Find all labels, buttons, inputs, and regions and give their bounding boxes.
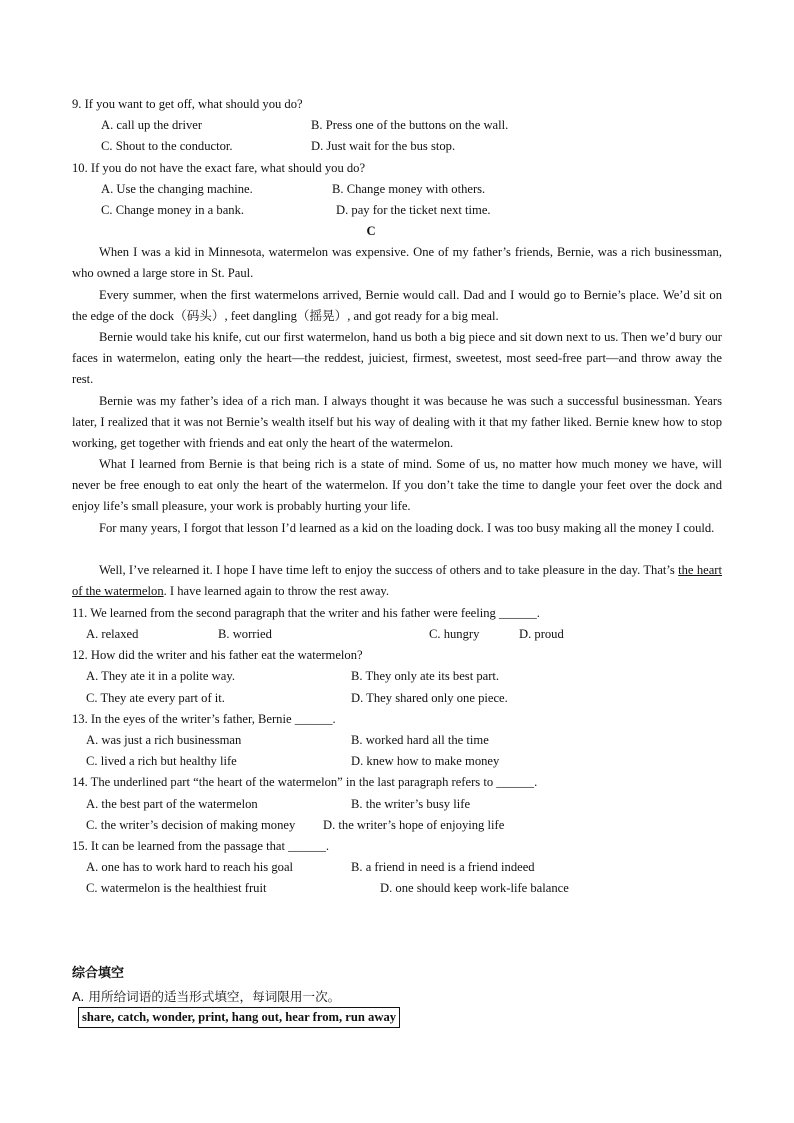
q15-option-b: B. a friend in need is a friend indeed xyxy=(351,860,535,874)
q10-option-c: C. Change money in a bank. xyxy=(101,203,245,217)
question-10-stem: 10. If you do not have the exact fare, what should you do? xyxy=(72,161,366,175)
q15-option-a: A. one has to work hard to reach his goal xyxy=(86,860,294,874)
q14-option-d: D. the writer’s hope of enjoying life xyxy=(323,818,505,832)
passage-paragraph-4: Bernie was my father’s idea of a rich man. I always thought it was because he was such a successful businessman. Years later, I realized that it was not Bernie’s wealth itself but his way of dealing with it that my father liked. Bernie knew how to stop working, get together with friends and eat only the heart of the watermelon. xyxy=(72,394,722,451)
q10-option-b: B. Change money with others. xyxy=(332,182,486,196)
question-15-stem: 15. It can be learned from the passage that ______. xyxy=(72,839,330,853)
q14-option-c: C. the writer’s decision of making money xyxy=(86,818,296,832)
passage-paragraph-7: Well, I’ve relearned it. I hope I have time left to enjoy the success of others and to take pleasure in the day. That’s the heart of the watermelon. I have learned again to throw the rest away. xyxy=(72,563,723,599)
passage-paragraph-5: What I learned from Bernie is that being rich is a state of mind. Some of us, no matter how much money we have, will never be free enough to eat only the heart of the watermelon. If you don’t take the time to dangle your feet over the dock and enjoy life’s small pleasure, your work is probably hurting your life. xyxy=(72,457,722,514)
question-14-stem: 14. The underlined part “the heart of the watermelon” in the last paragraph refers to ______. xyxy=(72,775,538,789)
q13-option-b: B. worked hard all the time xyxy=(351,733,489,747)
q12-option-b: B. They only ate its best part. xyxy=(351,669,500,683)
passage-heading: C xyxy=(366,224,376,238)
passage-paragraph-2: Every summer, when the first watermelons arrived, Bernie would call. Dad and I would go to Bernie’s place. We’d sit on the edge of the dock（码头）, feet dangling（摇晃）, and got ready for a big meal. xyxy=(72,288,722,324)
q9-option-b: B. Press one of the buttons on the wall. xyxy=(311,118,509,132)
q12-option-a: A. They ate it in a polite way. xyxy=(86,669,235,683)
q11-option-a: A. relaxed xyxy=(86,627,139,641)
question-12-stem: 12. How did the writer and his father eat the watermelon? xyxy=(72,648,363,662)
q10-option-d: D. pay for the ticket next time. xyxy=(336,203,491,217)
q13-option-d: D. knew how to make money xyxy=(351,754,500,768)
question-11-stem: 11. We learned from the second paragraph that the writer and his father were feeling ______. xyxy=(72,606,540,620)
q14-option-a: A. the best part of the watermelon xyxy=(86,797,258,811)
passage-paragraph-1: When I was a kid in Minnesota, watermelon was expensive. One of my father’s friends, Bernie, was a rich businessman, who owned a large store in St. Paul. xyxy=(72,245,722,281)
passage-paragraph-3: Bernie would take his knife, cut our first watermelon, hand us both a big piece and sit down next to us. Then we’d bury our faces in watermelon, eating only the heart—the reddest, juiciest, firmest, sweetest, most seed-free part—and throw away the rest. xyxy=(72,330,722,387)
q10-option-a: A. Use the changing machine. xyxy=(101,182,253,196)
section-title: 综合填空 xyxy=(72,966,125,981)
underlined-phrase: the heart of the watermelon xyxy=(72,563,723,599)
passage-paragraph-6: For many years, I forgot that lesson I’d learned as a kid on the loading dock. I was too busy making all the money I could. xyxy=(99,521,715,535)
q12-option-c: C. They ate every part of it. xyxy=(86,691,225,705)
q15-option-d: D. one should keep work-life balance xyxy=(380,881,569,895)
q11-option-c: C. hungry xyxy=(429,627,480,641)
question-9-stem: 9. If you want to get off, what should you do? xyxy=(72,97,303,111)
q9-option-d: D. Just wait for the bus stop. xyxy=(311,139,456,153)
q13-option-a: A. was just a rich businessman xyxy=(86,733,242,747)
q9-option-a: A. call up the driver xyxy=(101,118,203,132)
q14-option-b: B. the writer’s busy life xyxy=(351,797,471,811)
section-instruction: A. 用所给词语的适当形式填空，每词限用一次。 xyxy=(72,989,341,1004)
word-box: share, catch, wonder, print, hang out, hear from, run away xyxy=(78,1007,400,1028)
q12-option-d: D. They shared only one piece. xyxy=(351,691,508,705)
q11-option-d: D. proud xyxy=(519,627,564,641)
q15-option-c: C. watermelon is the healthiest fruit xyxy=(86,881,267,895)
q9-option-c: C. Shout to the conductor. xyxy=(101,139,233,153)
q13-option-c: C. lived a rich but healthy life xyxy=(86,754,237,768)
question-13-stem: 13. In the eyes of the writer’s father, Bernie ______. xyxy=(72,712,336,726)
q11-option-b: B. worried xyxy=(218,627,272,641)
